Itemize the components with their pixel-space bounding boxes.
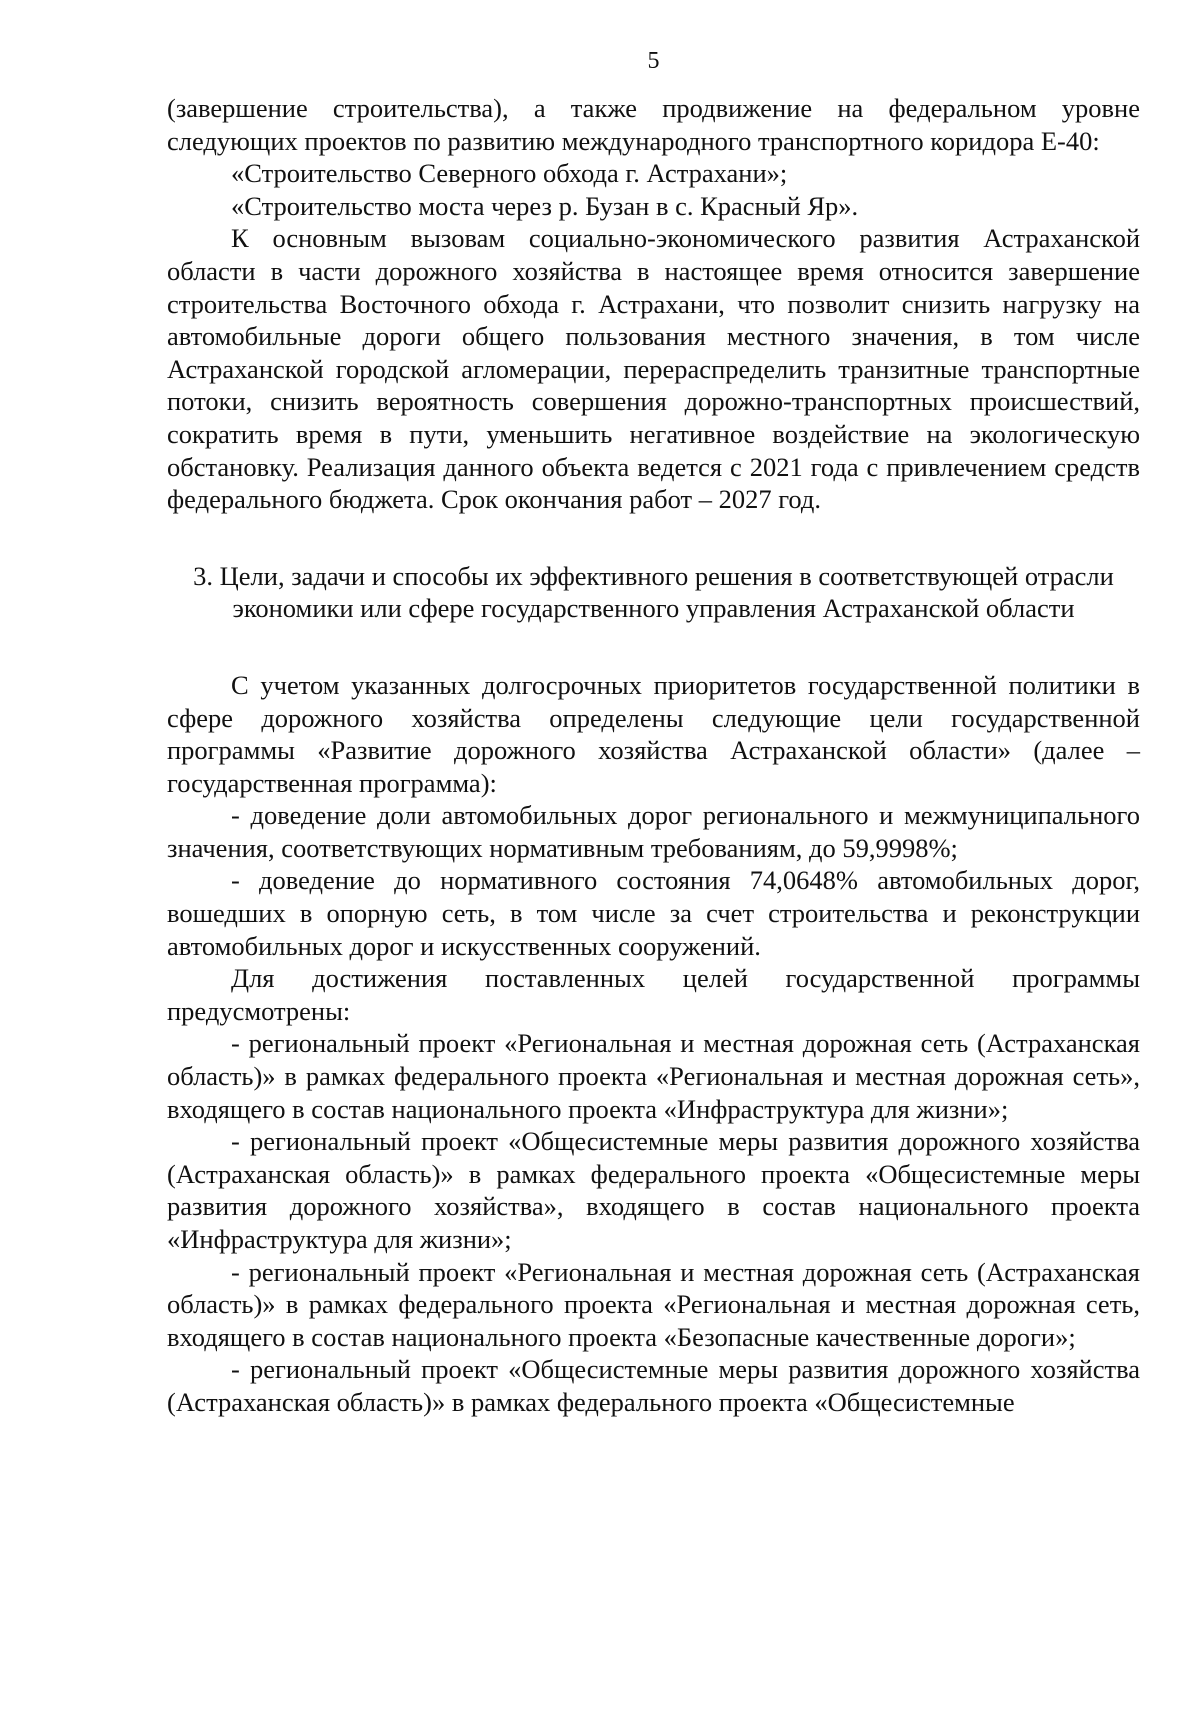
paragraph: С учетом указанных долгосрочных приоритетов государственной политики в сфере дорожного хозяйства определены следующие цели государственной программы «Развитие дорожного хозяйства Астраханской области» (далее – государственная программа): — [167, 669, 1140, 798]
page-number: 5 — [647, 48, 660, 74]
section-heading: 3. Цели, задачи и способы их эффективного решения в соответствующей отрасли экономики или сфере государственного управления Астраханской области — [193, 560, 1114, 624]
list-item-project: - региональный проект «Региональная и местная дорожная сеть (Астраханская область)» в рамках федерального проекта «Региональная и местная дорожная сеть, входящего в состав национального проекта «Безопасные качественные дороги»; — [167, 1256, 1140, 1352]
paragraph: К основным вызовам социально-экономического развития Астраханской области в части дорожного хозяйства в настоящее время относится завершение строительства Восточного обхода г. Астрахани, что позволит снизить нагрузку на автомобильные дороги общего пользования местного значения, в том числе Астраханской городской агломерации, перераспределить транзитные транспортные потоки, снизить вероятность совершения дорожно-транспортных происшествий, сократить время в пути, уменьшить негативное воздействие на экологическую обстановку. Реализация данного объекта ведется с 2021 года с привлечением средств федерального бюджета. Срок окончания работ – 2027 год. — [167, 223, 1140, 515]
list-item-project: - региональный проект «Общесистемные меры развития дорожного хозяйства (Астраханская область)» в рамках федерального проекта «Общесистемные — [167, 1354, 1140, 1417]
list-item-goal: - доведение доли автомобильных дорог регионального и межмуниципального значения, соответствующих нормативным требованиям, до 59,9998%; — [167, 800, 1140, 863]
list-item-goal: - доведение до нормативного состояния 74,0648% автомобильных дорог, вошедших в опорную сеть, в том числе за счет строительства и реконструкции автомобильных дорог и искусственных сооружений. — [167, 865, 1140, 961]
paragraph: Для достижения поставленных целей государственной программы предусмотрены: — [167, 963, 1140, 1026]
paragraph: «Строительство моста через р. Бузан в с. Красный Яр». — [231, 190, 859, 221]
text-block-after-heading — [167, 669, 1140, 1419]
list-item-project: - региональный проект «Региональная и местная дорожная сеть (Астраханская область)» в рамках федерального проекта «Региональная и местная дорожная сеть», входящего в состав национального проекта «Инфраструктура для жизни»; — [167, 1028, 1140, 1124]
list-item-project: - региональный проект «Общесистемные меры развития дорожного хозяйства (Астраханская область)» в рамках федерального проекта «Общесистемные меры развития дорожного хозяйства», входящего в состав национального проекта «Инфраструктура для жизни»; — [167, 1126, 1140, 1254]
paragraph: (завершение строительства), а также продвижение на федеральном уровне следующих проектов по развитию международного транспортного коридора Е-40: — [167, 93, 1140, 156]
text-block-before-heading — [167, 92, 1140, 516]
paragraph: «Строительство Северного обхода г. Астрахани»; — [231, 158, 788, 189]
